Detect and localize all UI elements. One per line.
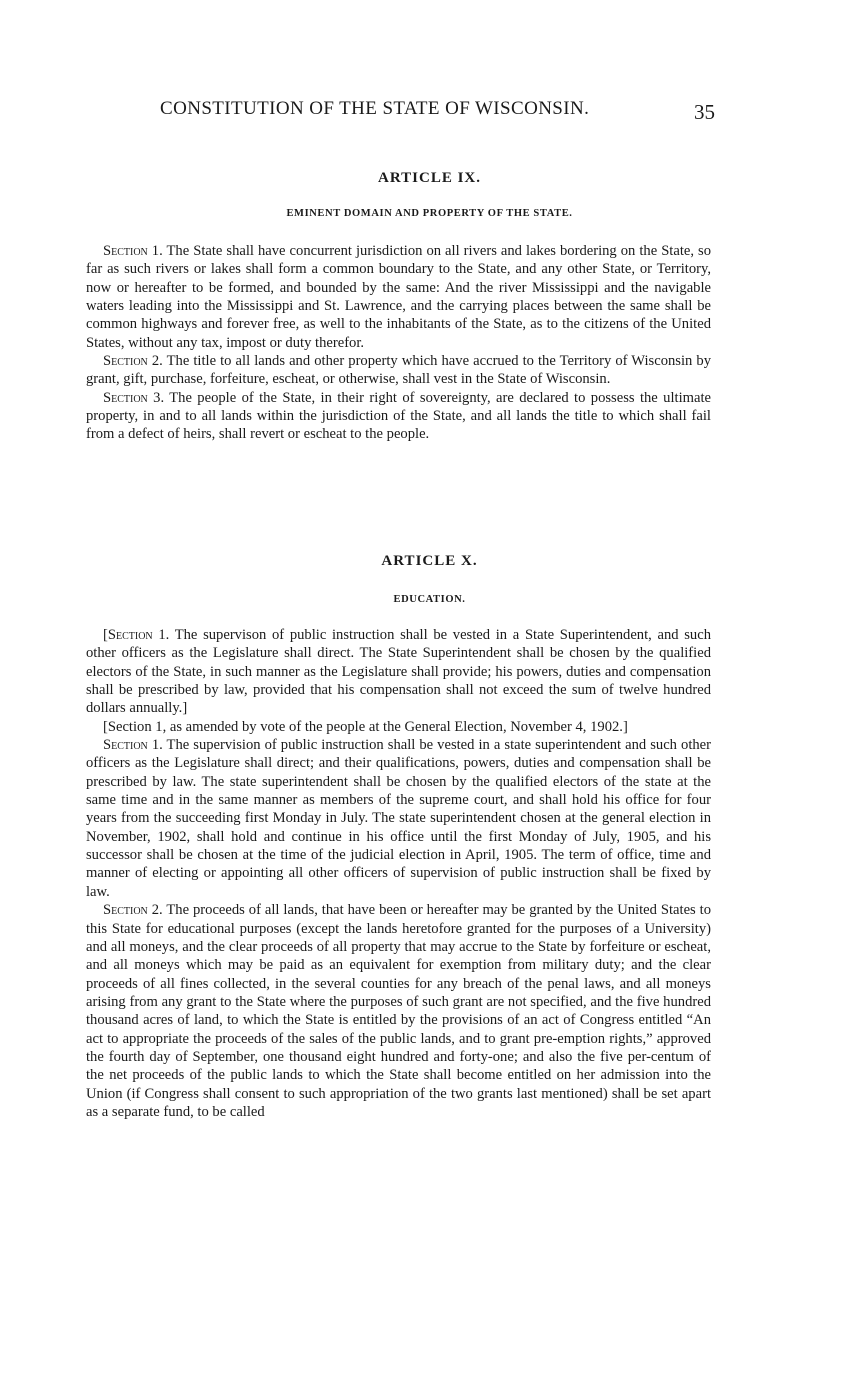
article-x-body (86, 626, 711, 1121)
section-label: Section 3. (103, 389, 165, 406)
article-ix-section-3 (86, 389, 711, 444)
amendment-note: [Section 1, as amended by vote of the people at the General Election, November 4, 1902.] (103, 718, 628, 735)
section-text: The State shall have concurrent jurisdiction on all rivers and lakes bordering on the State, so far as such rivers or lakes shall form a common boundary to the State, and any other State, or Territory, now or hereafter to be formed, and bounded by the same: And the river Mississippi and the navigable waters leading into the Mississippi and St. Lawrence, and the carrying places between the same shall be common highways and forever free, as well to the inhabitants of the State, as to the citizens of the United States, without any tax, impost or duty therefor. (86, 243, 712, 351)
article-x-subtitle: EDUCATION. (393, 594, 466, 605)
article-ix-subtitle: EMINENT DOMAIN AND PROPERTY OF THE STATE. (286, 208, 573, 219)
article-ix-section-1 (86, 242, 711, 352)
article-ix-body (86, 242, 711, 444)
running-head (160, 98, 715, 128)
section-text: The supervision of public instruction shall be vested in a state superintendent and such other officers as the Legislature shall direct; and their qualifications, powers, duties and compensation shall be prescribed by law. The state superintendent shall be chosen by the qualified electors of the state at the same time and in the same manner as members of the supreme court, and shall hold his office for four years from the succeeding first Monday in July. The state superintendent chosen at the general election in November, 1902, shall hold and continue in his office until the first Monday of July, 1905, and his successor shall be chosen at the time of the judicial election in April, 1905. The term of office, time and manner of electing or appointing all other officers of supervision of public instruction shall be fixed by law. (86, 737, 712, 900)
section-text: The supervison of public instruction shall be vested in a State Superintendent, and such other officers as the Legislature shall direct. The State Superintendent shall be chosen by the qualified electors of the State, in such manner as the Legislature shall provide; his powers, duties and compensation shall be prescribed by law, provided that his compensation shall not exceed the sum of twelve hundred dollars annually.] (86, 627, 711, 717)
section-label: Section 1. (107, 627, 170, 643)
section-label: Section 2. (103, 902, 163, 919)
article-x-former-section-1 (86, 626, 711, 718)
section-label: Section 1. (103, 243, 163, 259)
section-text: The proceeds of all lands, that have been or hereafter may be granted by the United States to this State for educational purposes (except the lands heretofore granted for the purposes of a University) and all moneys, and the clear proceeds of all property that may accrue to the State by forfeiture or escheat, and all moneys which may be paid as an equivalent for exemption from military duty; and the clear proceeds of all fines collected, in the several counties for any breach of the penal laws, and all moneys arising from any grant to the State where the purposes of such grant are not specified, and the five hundred thousand acres of land, to which the State is entitled by the provisions of an act of Congress entitled “An act to appropriate the proceeds of the sales of the public lands, and to grant pre-emption rights,” approved the fourth day of September, one thousand eight hundred and forty-one; and also the five per-centum of the net proceeds of the public lands to which the State shall become entitled on her admission into the Union (if Congress shall consent to such appropriation of the two grants last mentioned) shall be set apart as a separate fund, to be called (86, 902, 712, 1120)
section-label: Section 2. (103, 353, 163, 370)
bracket-open: [ (103, 627, 108, 643)
page-title: CONSTITUTION OF THE STATE OF WISCONSIN. (160, 98, 590, 119)
page-number: 35 (694, 100, 715, 124)
article-ix-heading: ARTICLE IX. (378, 170, 481, 186)
article-x-heading: ARTICLE X. (381, 553, 478, 569)
article-x-section-2 (86, 901, 711, 1121)
section-text: The people of the State, in their right of sovereignty, are declared to possess the ultimate property, in and to all lands within the jurisdiction of the State, and all lands the title to which shall fail from a defect of heirs, shall revert or escheat to the people. (86, 389, 711, 443)
section-text: The title to all lands and other property which have accrued to the Territory of Wisconsin by grant, gift, purchase, forfeiture, escheat, or otherwise, shall vest in the State of Wisconsin. (86, 353, 711, 388)
article-ix-section-2 (86, 352, 711, 389)
section-label: Section 1. (103, 737, 163, 754)
article-x-section-1 (86, 736, 711, 901)
